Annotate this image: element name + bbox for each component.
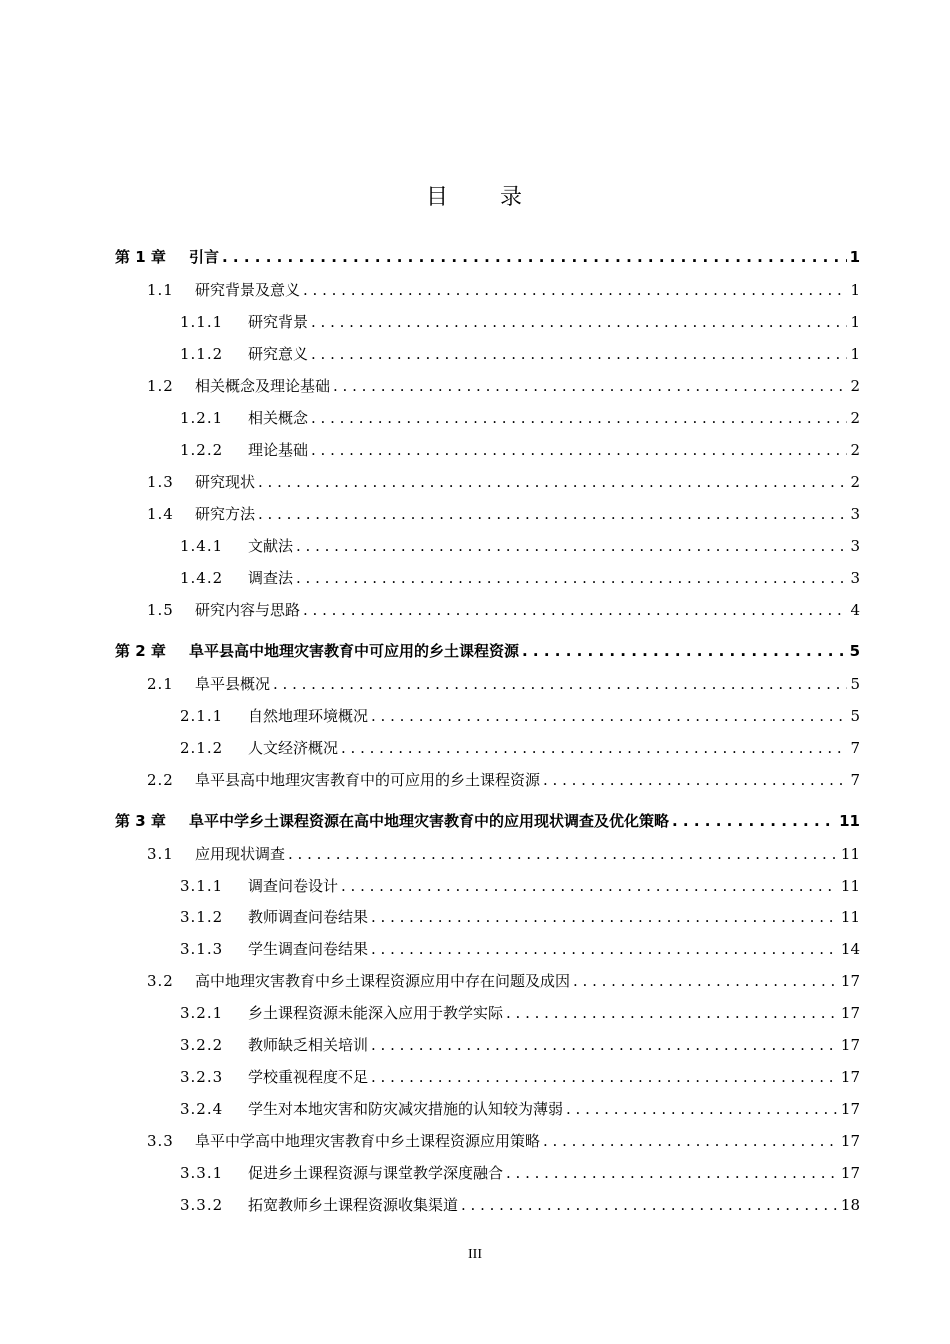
- toc-leader-dots: [311, 345, 847, 363]
- toc-entry-number: 2.1: [147, 675, 174, 693]
- toc-entry-title: 高中地理灾害教育中乡土课程资源应用中存在问题及成因: [195, 972, 571, 990]
- toc-entry-number: 3.3.1: [180, 1164, 224, 1182]
- toc-entry[interactable]: [147, 843, 860, 869]
- toc-leader-dots: [506, 1004, 838, 1022]
- toc-entry-page: 17: [840, 1004, 860, 1022]
- toc-entry[interactable]: [180, 407, 860, 433]
- toc-entry[interactable]: [180, 1162, 860, 1188]
- toc-entry-page: 3: [850, 537, 860, 555]
- toc-entry-title: 阜平县高中地理灾害教育中的可应用的乡土课程资源: [195, 771, 541, 789]
- toc-leader-dots: [333, 377, 847, 395]
- toc-entry-title: 文献法: [248, 537, 294, 555]
- toc-entry[interactable]: [180, 1098, 860, 1124]
- toc-entry-title: 拓宽教师乡土课程资源收集渠道: [248, 1196, 459, 1214]
- toc-leader-dots: [341, 877, 838, 895]
- toc-entry-number: 1.3: [147, 473, 174, 491]
- toc-entry-page: 1: [849, 248, 860, 266]
- toc-entry-title: 教师调查问卷结果: [248, 908, 369, 926]
- toc-entry-title: 研究背景: [248, 313, 309, 331]
- toc-entry-page: 2: [850, 441, 860, 459]
- toc-entry-number: 3.3.2: [180, 1196, 224, 1214]
- toc-entry-number: 3.3: [147, 1132, 174, 1150]
- toc-entry[interactable]: [115, 810, 860, 836]
- toc-leader-dots: [543, 771, 847, 789]
- toc-entry-number: 2.2: [147, 771, 174, 789]
- toc-leader-dots: [371, 707, 847, 725]
- toc-entry[interactable]: [147, 375, 860, 401]
- toc-entry[interactable]: [147, 1130, 860, 1156]
- toc-entry-page: 7: [850, 739, 860, 757]
- toc-leader-dots: [461, 1196, 838, 1214]
- toc-entry-title: 应用现状调查: [195, 845, 286, 863]
- title-char-1: 目: [425, 185, 450, 210]
- toc-entry-title: 学校重视程度不足: [248, 1068, 369, 1086]
- toc-entry[interactable]: [180, 439, 860, 465]
- toc-entry-number: 1.1.2: [180, 345, 224, 363]
- toc-leader-dots: [296, 569, 847, 587]
- toc-entry-page: 2: [850, 377, 860, 395]
- toc-entry[interactable]: [147, 503, 860, 529]
- toc-entry-number: 3.1: [147, 845, 174, 863]
- toc-entry-number: 1.2.2: [180, 441, 224, 459]
- toc-entry-title: 阜平县概况: [195, 675, 271, 693]
- toc-entry-number: 3.1.3: [180, 940, 224, 958]
- toc-entry-title: 学生对本地灾害和防灾减灾措施的认知较为薄弱: [248, 1100, 564, 1118]
- toc-entry[interactable]: [180, 311, 860, 337]
- toc-entry-number: 2.1.1: [180, 707, 224, 725]
- toc-entry-page: 17: [840, 1068, 860, 1086]
- toc-entry-number: 1.2: [147, 377, 174, 395]
- toc-entry-title: 研究方法: [195, 505, 256, 523]
- toc-entry-number: 第 3 章: [115, 812, 166, 830]
- toc-entry[interactable]: [147, 279, 860, 305]
- toc-entry-title: 阜平中学乡土课程资源在高中地理灾害教育中的应用现状调查及优化策略: [189, 812, 670, 830]
- toc-entry[interactable]: [147, 599, 860, 625]
- toc-entry-page: 17: [840, 1036, 860, 1054]
- toc-leader-dots: [311, 409, 847, 427]
- toc-leader-dots: [522, 642, 847, 660]
- toc-leader-dots: [573, 972, 838, 990]
- toc-leader-dots: [543, 1132, 838, 1150]
- toc-leader-dots: [341, 739, 847, 757]
- toc-entry-title: 人文经济概况: [248, 739, 339, 757]
- toc-entry[interactable]: [180, 906, 860, 932]
- toc-entry[interactable]: [180, 535, 860, 561]
- toc-entry-page: 1: [850, 281, 860, 299]
- toc-entry-title: 促进乡土课程资源与课堂教学深度融合: [248, 1164, 504, 1182]
- toc-entry[interactable]: [180, 567, 860, 593]
- toc-entry[interactable]: [115, 246, 860, 272]
- toc-leader-dots: [566, 1100, 838, 1118]
- toc-entry-number: 3.2: [147, 972, 174, 990]
- toc-entry-title: 阜平县高中地理灾害教育中可应用的乡土课程资源: [189, 642, 520, 660]
- toc-leader-dots: [371, 908, 838, 926]
- toc-entry-title: 研究背景及意义: [195, 281, 301, 299]
- toc-entry[interactable]: [180, 1066, 860, 1092]
- toc-entry-title: 研究内容与思路: [195, 601, 301, 619]
- toc-entry-page: 17: [840, 1164, 860, 1182]
- toc-entry[interactable]: [147, 471, 860, 497]
- toc-entry-number: 2.1.2: [180, 739, 224, 757]
- toc-entry-number: 1.2.1: [180, 409, 224, 427]
- toc-entry-page: 3: [850, 569, 860, 587]
- toc-leader-dots: [288, 845, 838, 863]
- toc-entry[interactable]: [180, 1002, 860, 1028]
- toc-entry[interactable]: [115, 640, 860, 666]
- toc-entry-number: 1.4: [147, 505, 174, 523]
- toc-entry-page: 5: [849, 642, 860, 660]
- toc-entry-title: 自然地理环境概况: [248, 707, 369, 725]
- toc-entry-title: 研究现状: [195, 473, 256, 491]
- page-title: [0, 180, 950, 211]
- toc-entry[interactable]: [180, 938, 860, 964]
- toc-entry-page: 17: [840, 972, 860, 990]
- toc-leader-dots: [371, 940, 838, 958]
- toc-entry-page: 1: [850, 345, 860, 363]
- toc-entry-page: 3: [850, 505, 860, 523]
- toc-entry-page: 18: [840, 1196, 860, 1214]
- toc-leader-dots: [303, 281, 847, 299]
- toc-entry-number: 1.4.1: [180, 537, 224, 555]
- toc-entry-page: 11: [840, 877, 860, 895]
- toc-entry-number: 1.4.2: [180, 569, 224, 587]
- title-char-2: 录: [500, 185, 525, 210]
- page-number-footer: III: [468, 1247, 482, 1262]
- toc-entry[interactable]: [180, 1194, 860, 1220]
- toc-entry-title: 理论基础: [248, 441, 309, 459]
- toc-leader-dots: [258, 473, 847, 491]
- toc-leader-dots: [296, 537, 847, 555]
- toc-entry-title: 乡土课程资源未能深入应用于教学实际: [248, 1004, 504, 1022]
- toc-entry-number: 1.1.1: [180, 313, 224, 331]
- toc-entry-number: 1.1: [147, 281, 174, 299]
- toc-entry-number: 3.2.1: [180, 1004, 224, 1022]
- toc-entry-number: 1.5: [147, 601, 174, 619]
- toc-entry[interactable]: [147, 673, 860, 699]
- toc-entry-page: 17: [840, 1132, 860, 1150]
- toc-entry-number: 3.1.1: [180, 877, 224, 895]
- toc-entry[interactable]: [180, 705, 860, 731]
- toc-leader-dots: [311, 441, 847, 459]
- toc-leader-dots: [273, 675, 847, 693]
- toc-entry-title: 学生调查问卷结果: [248, 940, 369, 958]
- toc-entry-number: 第 1 章: [115, 248, 166, 266]
- toc-entry-title: 相关概念: [248, 409, 309, 427]
- toc-entry-page: 5: [850, 675, 860, 693]
- toc-entry-number: 3.1.2: [180, 908, 224, 926]
- toc-entry[interactable]: [147, 970, 860, 996]
- toc-entry-page: 7: [850, 771, 860, 789]
- toc-entry-page: 11: [840, 845, 860, 863]
- toc-entry-title: 阜平中学高中地理灾害教育中乡土课程资源应用策略: [195, 1132, 541, 1150]
- toc-leader-dots: [303, 601, 847, 619]
- toc-entry-page: 17: [840, 1100, 860, 1118]
- toc-entry-title: 引言: [189, 248, 220, 266]
- toc-entry-page: 2: [850, 409, 860, 427]
- toc-entry-title: 调查法: [248, 569, 294, 587]
- toc-entry-number: 3.2.4: [180, 1100, 224, 1118]
- toc-entry-title: 调查问卷设计: [248, 877, 339, 895]
- toc-leader-dots: [672, 812, 836, 830]
- toc-entry[interactable]: [180, 1034, 860, 1060]
- toc-entry-page: 2: [850, 473, 860, 491]
- toc-entry-number: 3.2.2: [180, 1036, 224, 1054]
- toc-entry[interactable]: [147, 769, 860, 795]
- toc-entry[interactable]: [180, 343, 860, 369]
- toc-entry-page: 4: [850, 601, 860, 619]
- toc-entry-number: 第 2 章: [115, 642, 166, 660]
- toc-leader-dots: [371, 1068, 838, 1086]
- toc-leader-dots: [258, 505, 847, 523]
- toc-entry[interactable]: [180, 737, 860, 763]
- toc-entry-page: 5: [850, 707, 860, 725]
- toc-entry-page: 1: [850, 313, 860, 331]
- toc-entry-title: 教师缺乏相关培训: [248, 1036, 369, 1054]
- toc-entry-title: 研究意义: [248, 345, 309, 363]
- toc-leader-dots: [311, 313, 847, 331]
- toc-entry[interactable]: [180, 875, 860, 901]
- toc-leader-dots: [506, 1164, 838, 1182]
- toc-entry-page: 11: [839, 812, 860, 830]
- toc-leader-dots: [371, 1036, 838, 1054]
- toc-leader-dots: [222, 248, 847, 266]
- toc-entry-page: 11: [840, 908, 860, 926]
- toc-entry-page: 14: [840, 940, 860, 958]
- toc-entry-number: 3.2.3: [180, 1068, 224, 1086]
- toc-entry-title: 相关概念及理论基础: [195, 377, 331, 395]
